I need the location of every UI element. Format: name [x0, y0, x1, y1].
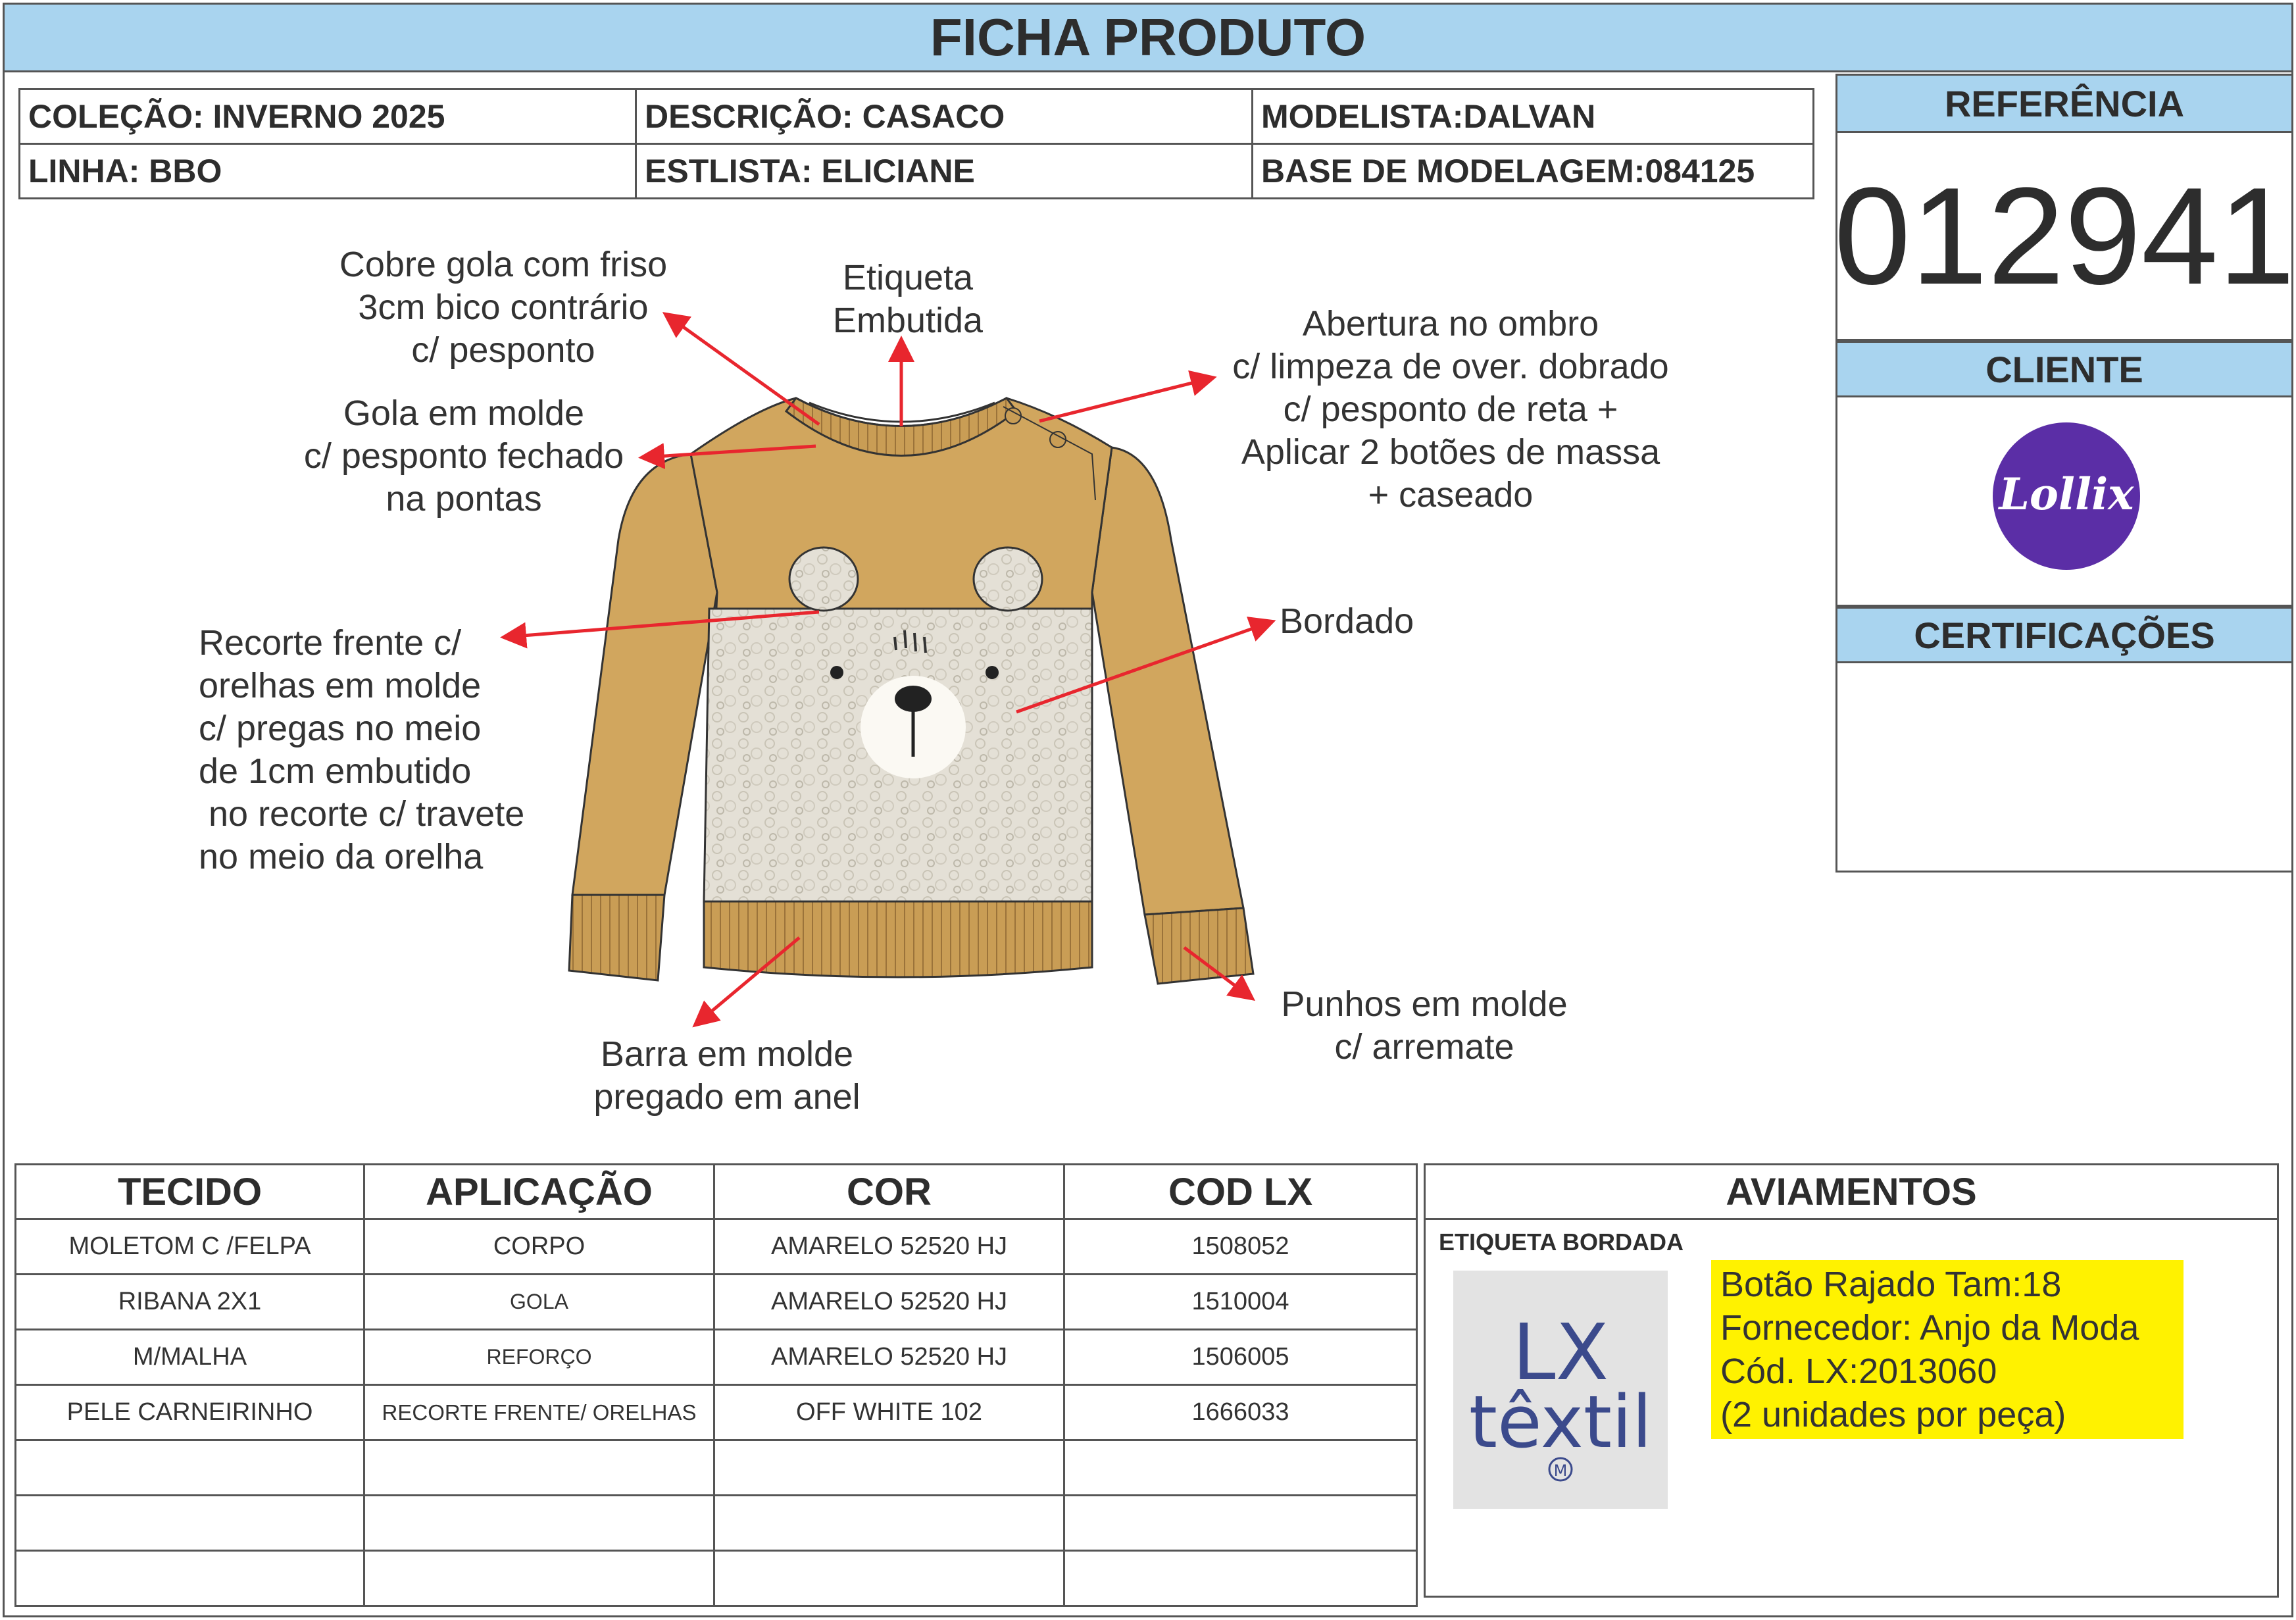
note-line: Fornecedor: Anjo da Moda [1720, 1308, 2139, 1348]
shoulder-button-1 [1005, 408, 1021, 424]
page-title: FICHA PRODUTO [930, 8, 1366, 66]
cell-cod-lx: 1666033 [1064, 1385, 1417, 1440]
cell-aplicacao: GOLA [364, 1275, 714, 1330]
lollix-logo-text: Lollix [1999, 468, 2134, 520]
table-row [16, 1496, 1417, 1551]
table-row [16, 1551, 1417, 1606]
certificacoes-label: CERTIFICAÇÕES [1914, 614, 2215, 656]
cell-tecido: M/MALHA [16, 1330, 364, 1385]
cell-cor: AMARELO 52520 HJ [714, 1275, 1064, 1330]
right-sleeve [1092, 447, 1243, 915]
header-aplicacao: APLICAÇÃO [364, 1165, 714, 1219]
table-row [16, 1385, 1417, 1440]
header-tecido: TECIDO [16, 1165, 364, 1219]
etiqueta-bordada-label: ETIQUETA BORDADA [1439, 1228, 1684, 1255]
lx-textil-logo [1453, 1271, 1668, 1509]
callout-punhos: Punhos em molde c/ arremate [1281, 984, 1568, 1067]
fabric-table [14, 1163, 1418, 1607]
info-base: BASE DE MODELAGEM:084125 [1253, 144, 1814, 199]
info-modelista: MODELISTA:DALVAN [1253, 89, 1814, 144]
note-line: Botão Rajado Tam:18 [1720, 1265, 2062, 1304]
cell-cod-lx: 1506005 [1064, 1330, 1417, 1385]
left-ear [789, 547, 858, 611]
lx-textil-label [1453, 1271, 1668, 1509]
fabric-table-header [16, 1165, 1417, 1219]
info-linha: LINHA: BBO [20, 144, 636, 199]
aviamentos-title: AVIAMENTOS [1426, 1165, 2277, 1220]
table-row [16, 1219, 1417, 1275]
callout-gola-molde: Gola em molde c/ pesponto fechado na pontas [303, 393, 624, 519]
cell-cod-lx: 1508052 [1064, 1219, 1417, 1275]
cell-cor: OFF WHITE 102 [714, 1385, 1064, 1440]
cell-cod-lx: 1510004 [1064, 1275, 1417, 1330]
referencia-label: REFERÊNCIA [1944, 82, 2185, 124]
cliente-label: CLIENTE [1985, 348, 2143, 390]
cell-aplicacao: RECORTE FRENTE/ ORELHAS [364, 1385, 714, 1440]
cell-aplicacao: CORPO [364, 1219, 714, 1275]
right-cuff [1145, 908, 1253, 984]
callout-etiqueta: Etiqueta Embutida [832, 258, 984, 340]
cell-aplicacao: REFORÇO [364, 1330, 714, 1385]
right-ear [974, 547, 1042, 611]
botao-note [1711, 1260, 2184, 1439]
info-estilista: ESTLISTA: ELICIANE [636, 144, 1253, 199]
callout-barra: Barra em molde pregado em anel [593, 1034, 861, 1117]
callout-recorte: Recorte frente c/ orelhas em molde c/ pregas no meio de 1cm embutido no recorte c/ travete no meio da orelha [199, 623, 525, 876]
note-line: Cód. LX:2013060 [1720, 1352, 1997, 1391]
note-line: (2 unidades por peça) [1720, 1395, 2066, 1434]
callout-cobre-gola: Cobre gola com friso 3cm bico contrário c/ pesponto [339, 245, 668, 370]
cell-tecido: PELE CARNEIRINHO [16, 1385, 364, 1440]
callout-bordado: Bordado [1280, 601, 1414, 641]
header-cod-lx: COD LX [1064, 1165, 1417, 1219]
info-descricao: DESCRIÇÃO: CASACO [636, 89, 1253, 144]
referencia-value: 012941 [1834, 158, 2295, 313]
textil-logo-text: têxtil [1468, 1380, 1653, 1464]
header-cor: COR [714, 1165, 1064, 1219]
table-row [16, 1275, 1417, 1330]
cell-tecido: RIBANA 2X1 [16, 1275, 364, 1330]
callout-abertura: Abertura no ombro c/ limpeza de over. dobrado c/ pesponto de reta + Aplicar 2 botões de massa + caseado [1232, 304, 1669, 515]
lx-logo-mark: M [1553, 1461, 1568, 1480]
left-eye [830, 666, 843, 679]
table-row [16, 1440, 1417, 1496]
lx-logo-text: LX [1512, 1307, 1609, 1398]
table-row [16, 1330, 1417, 1385]
hem-band [704, 901, 1092, 977]
cell-cor: AMARELO 52520 HJ [714, 1330, 1064, 1385]
cell-cor: AMARELO 52520 HJ [714, 1219, 1064, 1275]
cell-tecido: MOLETOM C /FELPA [16, 1219, 364, 1275]
aviamentos-box [1424, 1163, 2279, 1598]
left-cuff [569, 895, 664, 980]
info-colecao: COLEÇÃO: INVERNO 2025 [20, 89, 636, 144]
right-eye [986, 666, 999, 679]
shoulder-button-2 [1050, 432, 1066, 447]
